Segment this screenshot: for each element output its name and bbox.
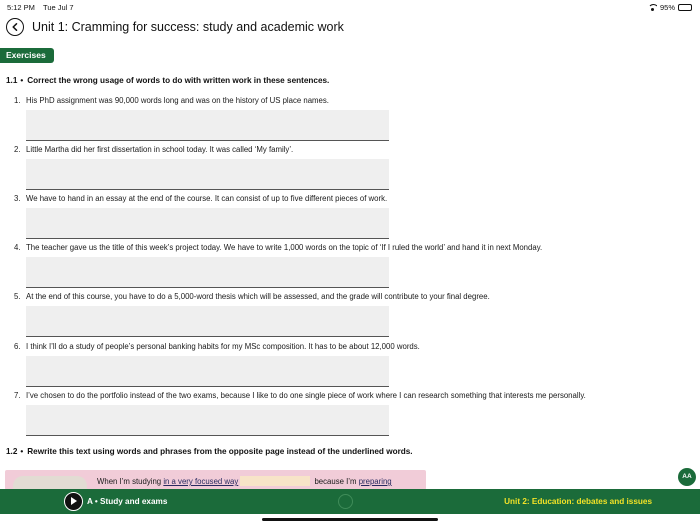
wifi-icon [648,4,657,11]
question-number: 1. [14,96,21,105]
question-number: 5. [14,292,21,301]
passage-illustration [13,476,87,490]
question-5 [14,292,674,337]
question-text: We have to hand in an essay at the end of the course. It can consist of up to five different pieces of work. [26,194,388,203]
home-indicator[interactable] [262,518,438,521]
header [0,16,700,40]
tab-exercises[interactable]: Exercises [0,48,54,63]
section-number: 1.1 [6,76,18,85]
question-number: 3. [14,194,21,203]
status-date: Tue Jul 7 [43,3,74,12]
question-number: 4. [14,243,21,252]
section-heading-1-1 [6,76,329,85]
page-title: Unit 1: Cramming for success: study and academic work [32,20,344,34]
text-size-button[interactable]: AA [678,468,696,486]
underlined-phrase: preparing [358,477,392,486]
answer-input[interactable] [26,306,389,337]
question-1 [14,96,674,141]
question-text: At the end of this course, you have to do a 5,000-word thesis which will be assessed, and the grade will contribute to your final degree. [26,292,490,301]
battery-percent: 95% [659,3,675,12]
play-audio-button[interactable] [64,492,83,511]
question-text: Little Martha did her first dissertation in school today. It was called ‘My family’. [26,145,294,154]
question-text: His PhD assignment was 90,000 words long and was on the history of US place names. [26,96,329,105]
answer-input[interactable] [26,356,389,387]
answer-input[interactable] [26,208,389,239]
next-unit-link[interactable]: Unit 2: Education: debates and issues [504,497,652,506]
prev-unit-link[interactable]: A • Study and exams [87,497,168,506]
question-text: I think I’ll do a study of people’s personal banking habits for my MSc composition. It has to be about 12,000 words. [26,342,420,351]
chevron-left-icon [11,23,19,31]
question-3 [14,194,674,239]
back-button[interactable] [6,18,24,36]
bottom-nav-bar [0,489,700,514]
status-time: 5:12 PM [7,3,35,12]
question-4 [14,243,674,288]
status-bar [0,0,700,14]
bullet-icon: • [20,447,24,456]
question-number: 7. [14,391,21,400]
question-number: 6. [14,342,21,351]
passage-blank-input[interactable] [240,476,310,486]
question-7 [14,391,674,436]
question-number: 2. [14,145,21,154]
scroll-indicator [338,494,353,509]
passage-text: When I’m studying in a very focused way because I’m preparing [97,477,392,486]
battery-icon [678,4,692,11]
question-text: I’ve chosen to do the portfolio instead of the two exams, because I like to do one single piece of work where I can research something that interests me personally. [26,391,586,400]
section-number: 1.2 [6,447,18,456]
section-heading-1-2 [6,447,413,456]
question-6 [14,342,674,387]
bullet-icon: • [20,76,24,85]
underlined-phrase: in a very focused way [163,477,239,486]
question-text: The teacher gave us the title of this week’s project today. We have to write 1,000 words on the topic of ‘If I ruled the world’ and hand it in next Monday. [26,243,543,252]
answer-input[interactable] [26,159,389,190]
section-instruction: Correct the wrong usage of words to do with written work in these sentences. [27,76,330,85]
question-2 [14,145,674,190]
answer-input[interactable] [26,405,389,436]
answer-input[interactable] [26,110,389,141]
passage-box [5,470,426,490]
answer-input[interactable] [26,257,389,288]
section-instruction: Rewrite this text using words and phrases from the opposite page instead of the underlined words. [27,447,413,456]
